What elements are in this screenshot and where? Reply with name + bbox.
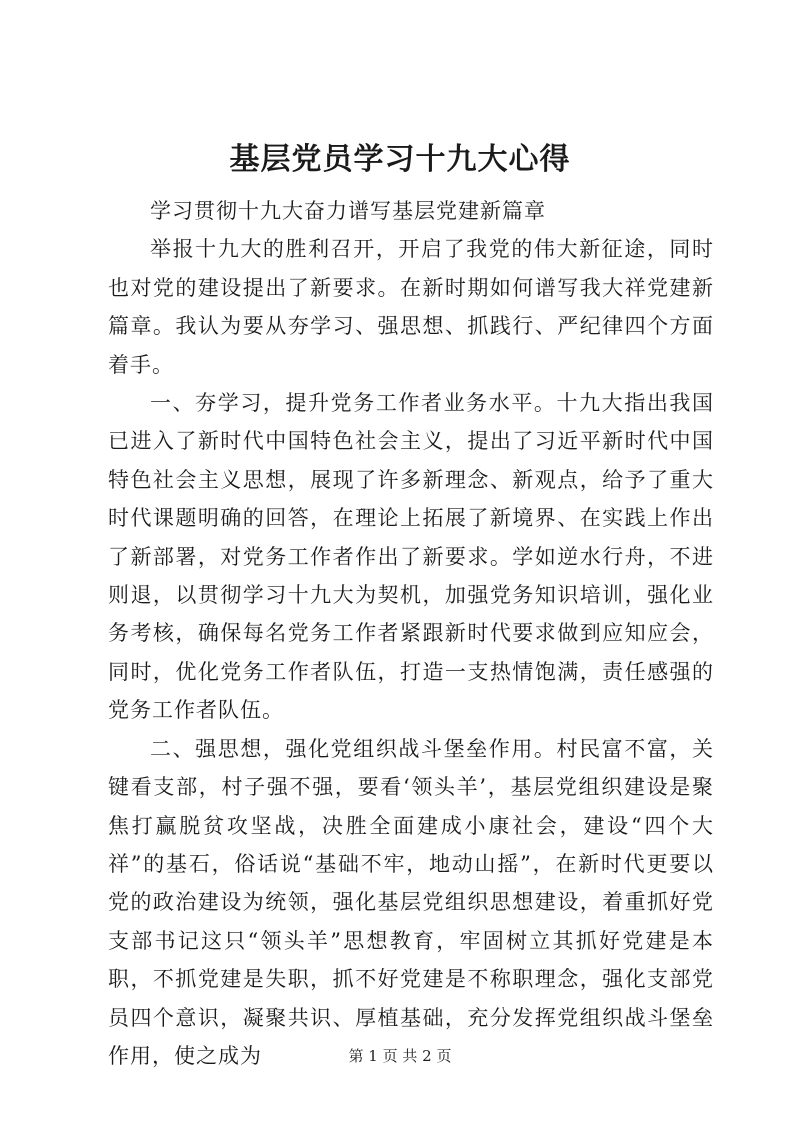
document-body: [108, 192, 714, 1075]
section-one-paragraph: 一、夯学习，提升党务工作者业务水平。十九大指出我国已进入了新时代中国特色社会主义，提出了习近平新时代中国特色社会主义思想，展现了许多新理念、新观点，给予了重大时代课题明确的回答，在理论上拓展了新境界、在实践上作出了新部署，对党务工作者作出了新要求。学如逆水行舟，不进则退，以贯彻学习十九大为契机，加强党务知识培训，强化业务考核，确保每名党务工作者紧跟新时代要求做到应知应会，同时，优化党务工作者队伍，打造一支热情饱满，责任感强的党务工作者队伍。: [108, 391, 714, 723]
subtitle-paragraph: 学习贯彻十九大奋力谱写基层党建新篇章: [150, 199, 546, 223]
intro-paragraph: 举报十九大的胜利召开，开启了我党的伟大新征途，同时也对党的建设提出了新要求。在新时期如何谱写我大祥党建新篇章。我认为要从夯学习、强思想、抓践行、严纪律四个方面着手。: [108, 237, 714, 377]
page-number-footer: 第 1 页 共 2 页: [348, 1047, 452, 1065]
section-two-paragraph: 二、强思想，强化党组织战斗堡垒作用。村民富不富，关键看支部，村子强不强，要看‘领头羊’，基层党组织建设是聚焦打赢脱贫攻坚战，决胜全面建成小康社会，建设“四个大祥”的基石，俗话说“基础不牢，地动山摇”，在新时代更要以党的政治建设为统领，强化基层党组织思想建设，着重抓好党支部书记这只“领头羊”思想教育，牢固树立其抓好党建是本职，不抓党建是失职，抓不好党建是不称职理念，强化支部党员四个意识，凝聚共识、厚植基础，充分发挥党组织战斗堡垒作用，使之成为: [108, 736, 714, 1068]
document-title: 基层党员学习十九大心得: [229, 142, 571, 177]
